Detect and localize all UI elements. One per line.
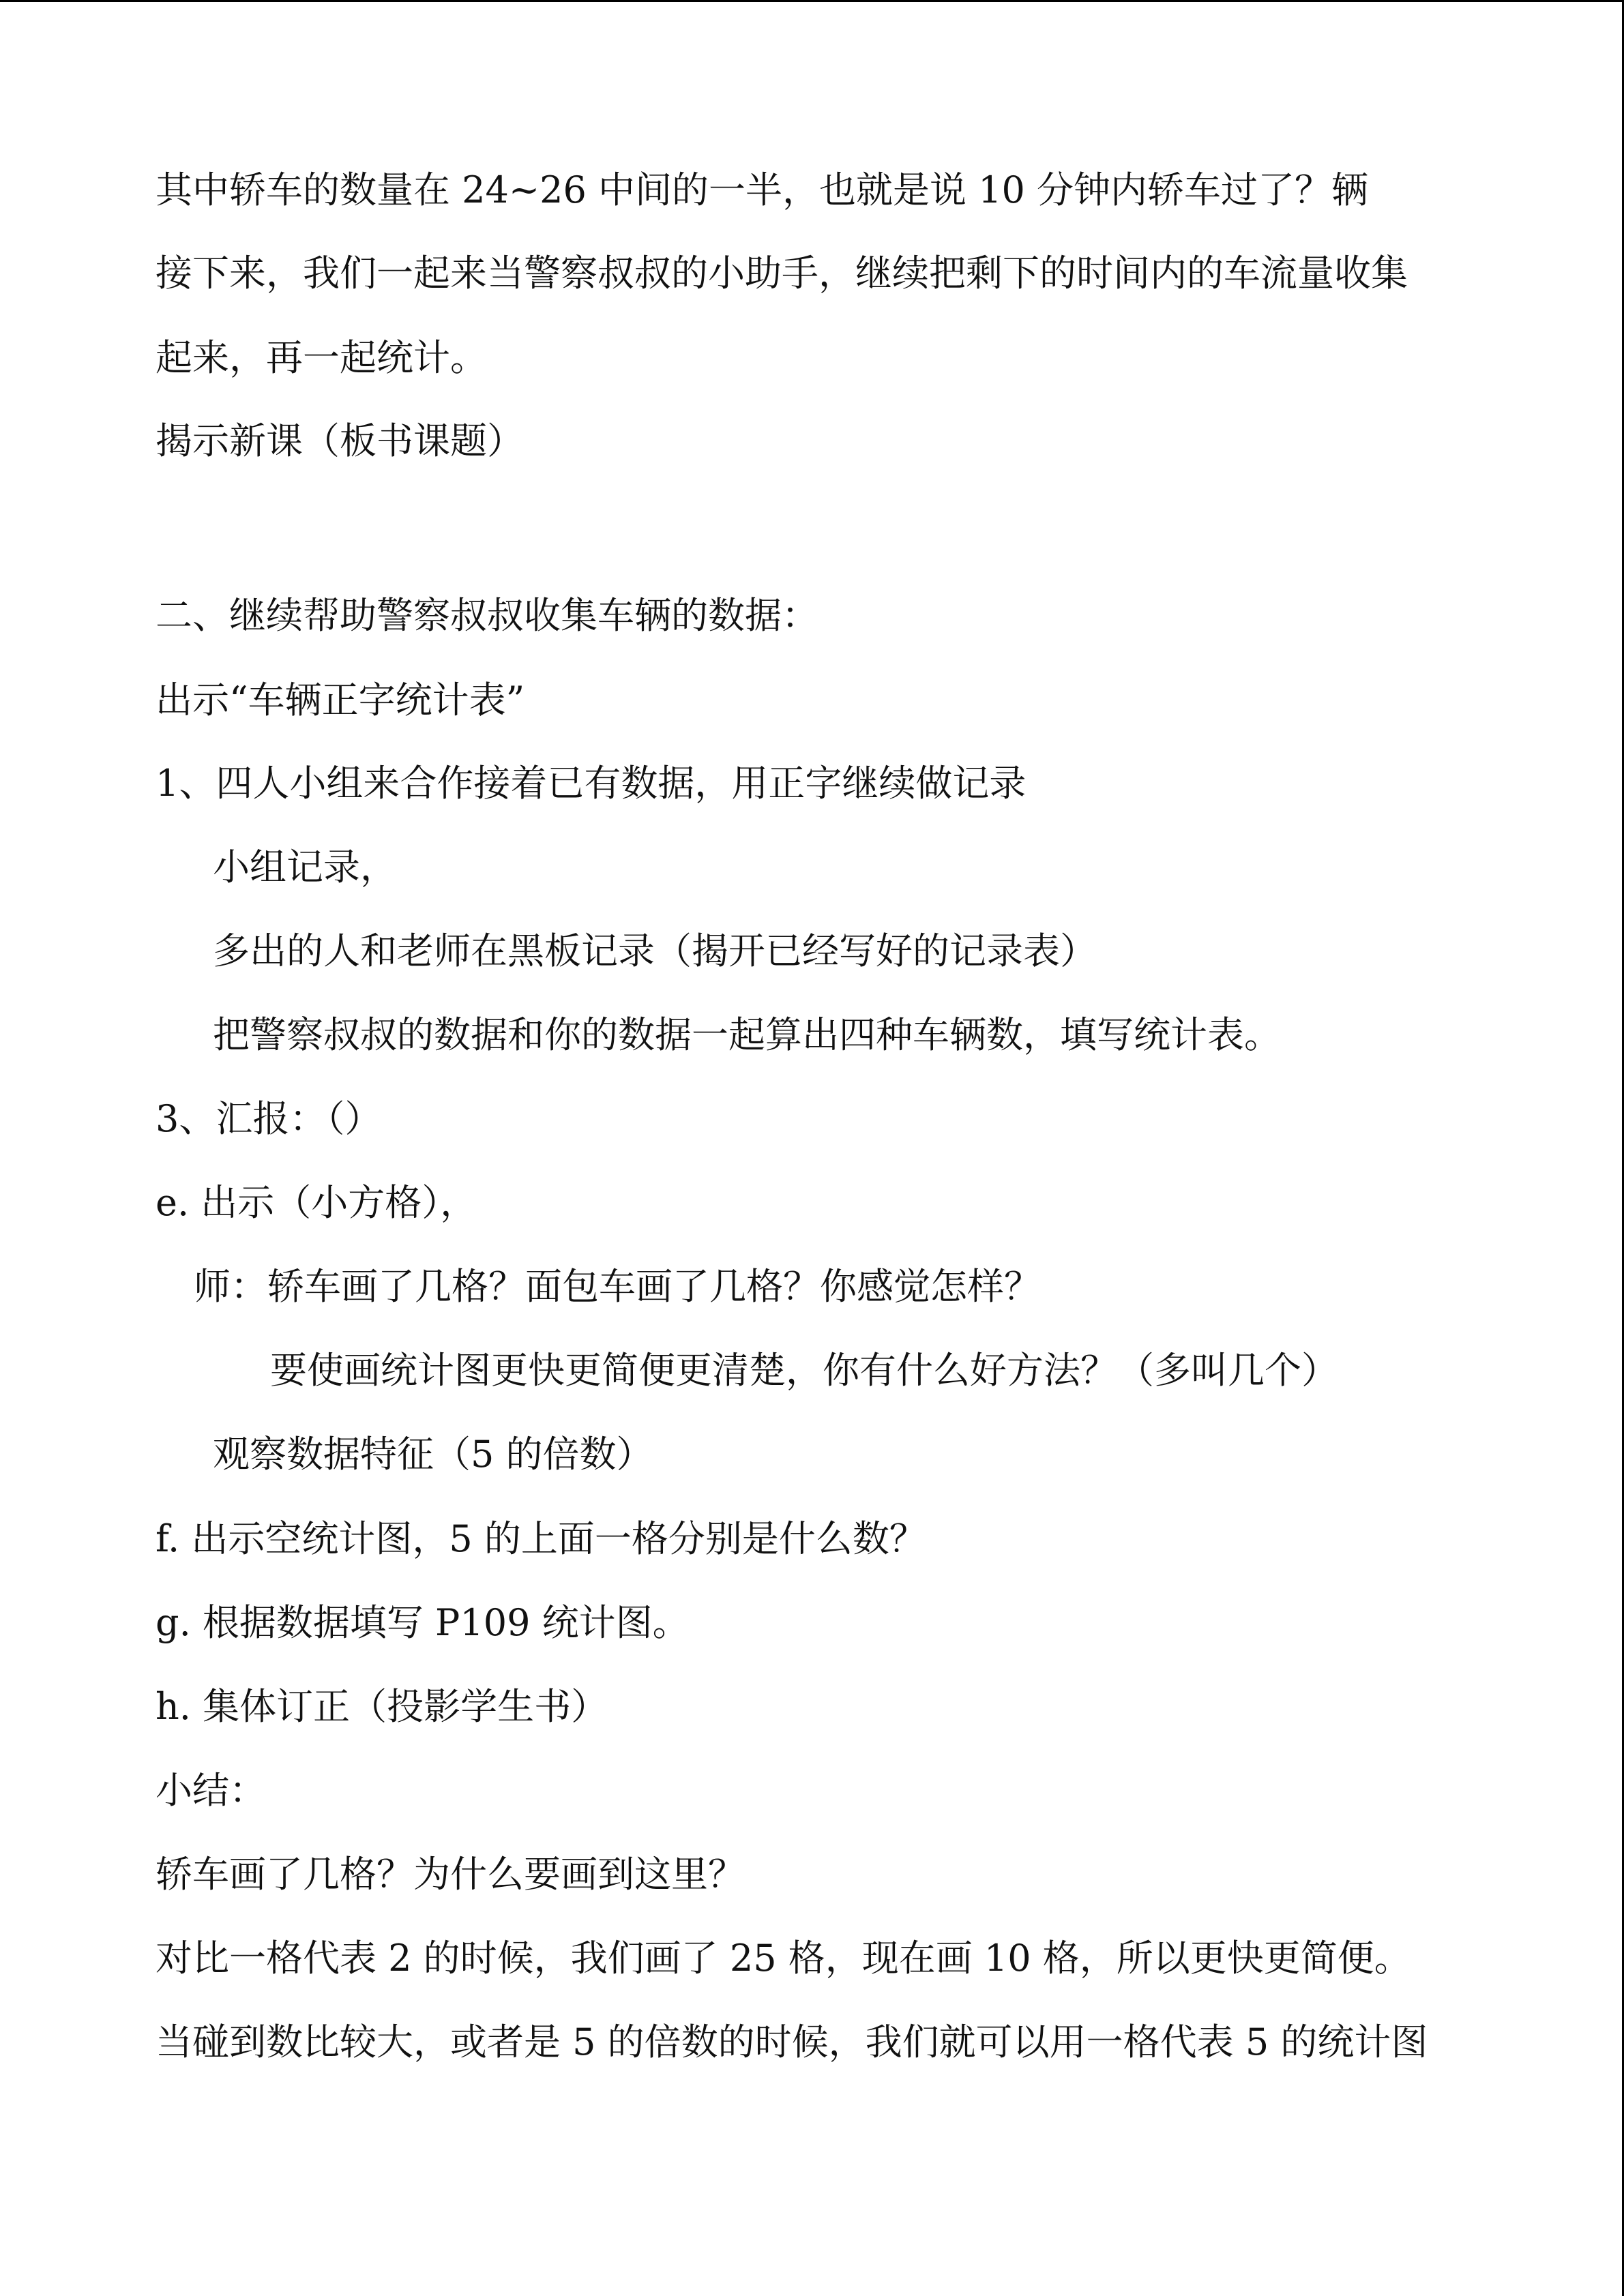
list-item-f: f. 出示空统计图，5 的上面一格分别是什么数？ [156, 1517, 926, 1560]
list-item-1: 1、四人小组来合作接着已有数据，用正字继续做记录 [156, 762, 1027, 805]
text-line: 多出的人和老师在黑板记录（揭开已经写好的记录表） [213, 929, 1097, 972]
text-line: 接下来，我们一起来当警察叔叔的小助手，继续把剩下的时间内的车流量收集 [156, 252, 1408, 295]
text-line: 师：轿车画了几格？面包车画了几格？你感觉怎样？ [194, 1265, 1041, 1308]
text-line: 出示“车辆正字统计表” [156, 679, 525, 721]
section-heading-2: 二、继续帮助警察叔叔收集车辆的数据： [156, 594, 818, 637]
list-item-h: h. 集体订正（投影学生书） [156, 1685, 608, 1728]
text-line: 小组记录， [213, 846, 397, 889]
summary-heading: 小结： [156, 1769, 266, 1812]
text-line: 当碰到数比较大，或者是 5 的倍数的时候，我们就可以用一格代表 5 的统计图 [156, 2021, 1428, 2063]
text-line: 把警察叔叔的数据和你的数据一起算出四种车辆数，填写统计表。 [213, 1013, 1281, 1056]
list-item-e: e. 出示（小方格）， [156, 1181, 477, 1224]
text-line: 轿车画了几格？为什么要画到这里？ [156, 1853, 745, 1896]
list-item-3: 3、汇报：（） [156, 1097, 382, 1140]
text-line: 要使画统计图更快更简便更清楚，你有什么好方法？（多叫几个） [270, 1349, 1338, 1392]
text-line: 对比一格代表 2 的时候，我们画了 25 格，现在画 10 格，所以更快更简便。 [156, 1937, 1411, 1980]
section-heading-reveal-lesson: 揭示新课（板书课题） [156, 419, 524, 462]
text-line: 观察数据特征（5 的倍数） [213, 1433, 653, 1476]
text-line: 其中轿车的数量在 24~26 中间的一半，也就是说 10 分钟内轿车过了？辆 [156, 168, 1369, 211]
list-item-g: g. 根据数据填写 P109 统计图。 [156, 1601, 690, 1644]
text-line: 起来，再一起统计。 [156, 336, 487, 379]
